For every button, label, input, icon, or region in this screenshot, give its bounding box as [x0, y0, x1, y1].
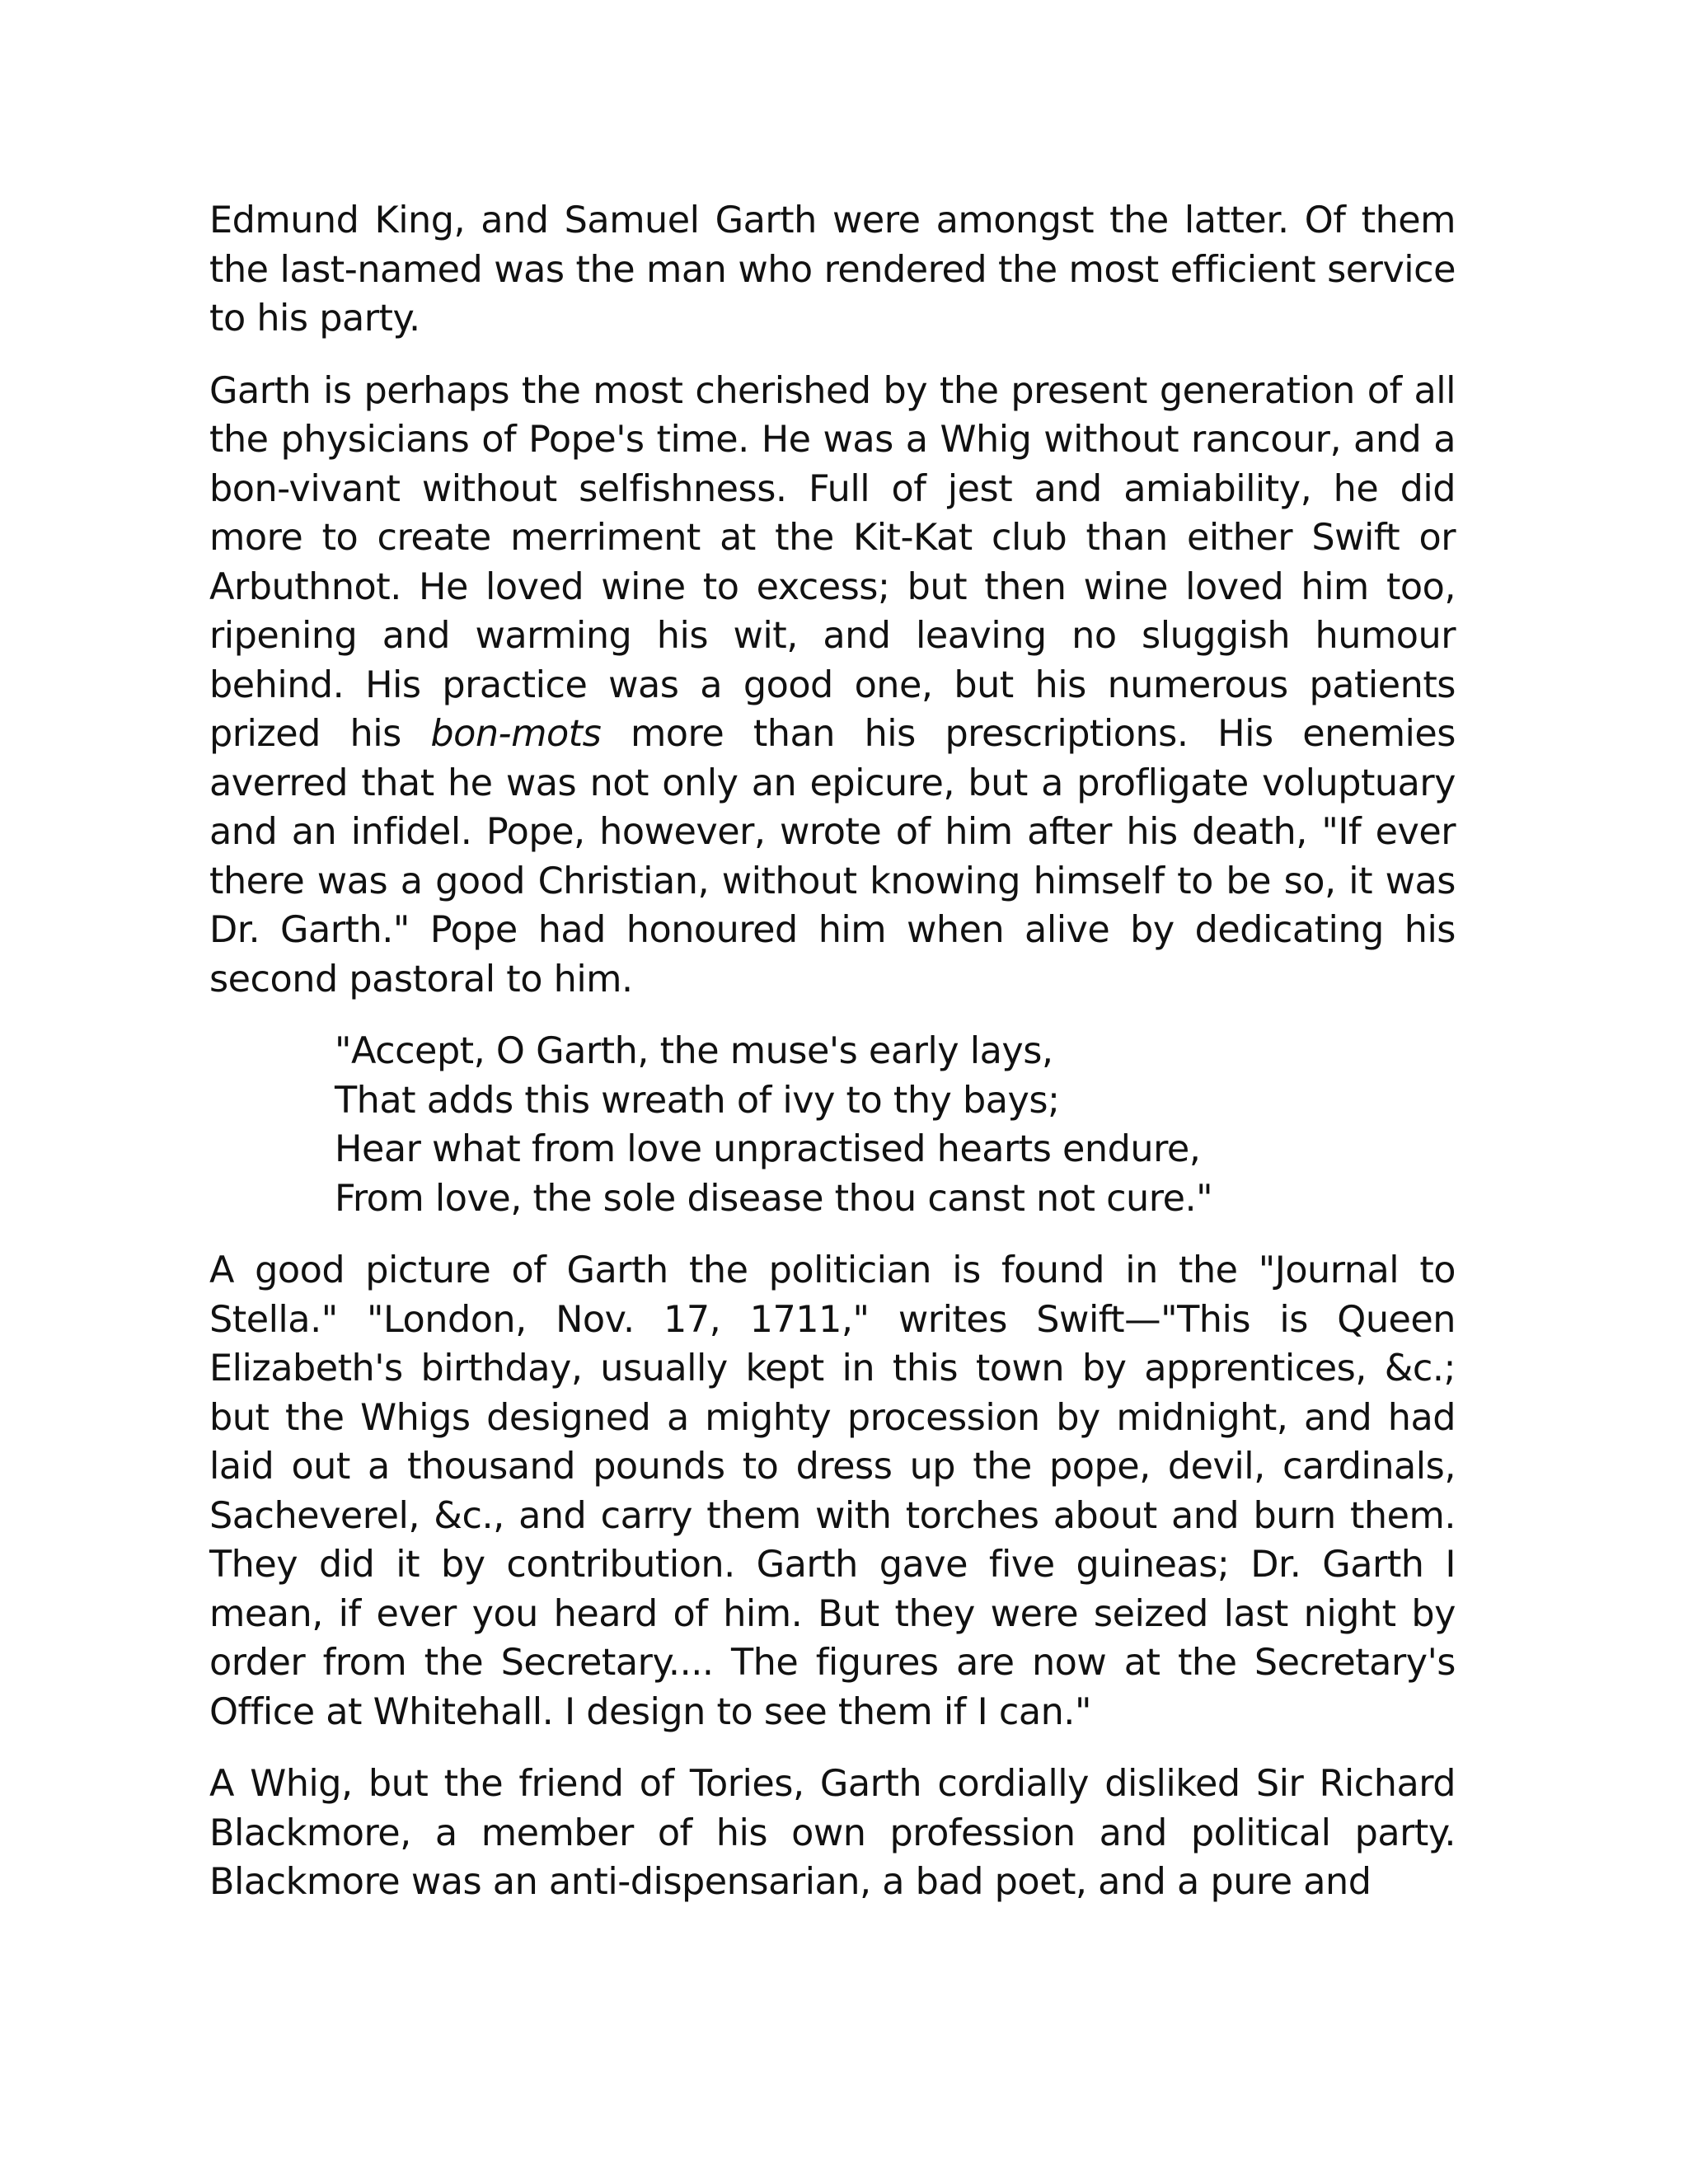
verse-line: Hear what from love unpractised hearts endure,: [335, 1128, 1201, 1170]
verse-quotation: [335, 1027, 1456, 1223]
verse-line: That adds this wreath of ivy to thy bays;: [335, 1079, 1060, 1122]
paragraph-text: Garth is perhaps the most cherished by the present generation of all the physicians of Pope's time. He was a Whig without rancour, and a bon-vivant without selfishness. Full of jest and amiability, he did more to create merriment at the Kit-Kat club than either Swift or Arbuthnot. He loved wine to excess; but then wine loved him too, ripening and warming his wit, and leaving no sluggish humour behind. His practice was a good one, but his numerous patients prized his: [209, 369, 1456, 755]
verse-line: From love, the sole disease thou canst not cure.": [335, 1177, 1213, 1220]
italic-phrase: bon-mots: [430, 713, 602, 755]
paragraph: A good picture of Garth the politician is found in the "Journal to Stella." "London, Nov. 17, 1711," writes Swift—"This is Queen Elizabeth's birthday, usually kept in this town by apprentices, &c.; but the Whigs designed a mighty procession by midnight, and had laid out a thousand pounds to dress up the pope, devil, cardinals, Sacheverel, &c., and carry them with torches about and burn them. They did it by contribution. Garth gave five guineas; Dr. Garth I mean, if ever you heard of him. But they were seized last night by order from the Secretary.... The figures are now at the Secretary's Office at Whitehall. I design to see them if I can.": [209, 1249, 1456, 1733]
paragraph: Edmund King, and Samuel Garth were amongst the latter. Of them the last-named was the man who rendered the most efficient service to his party.: [209, 199, 1456, 340]
paragraph: [209, 367, 1456, 1005]
verse-line: "Accept, O Garth, the muse's early lays,: [335, 1030, 1053, 1072]
paragraph-text: more than his prescriptions. His enemies averred that he was not only an epicure, but a profligate voluptuary and an infidel. Pope, however, wrote of him after his death, "If ever there was a good Christian, without knowing himself to be so, it was Dr. Garth." Pope had honoured him when alive by dedicating his second pastoral to him.: [209, 713, 1456, 1001]
paragraph: A Whig, but the friend of Tories, Garth cordially disliked Sir Richard Blackmore, a member of his own profession and political party. Blackmore was an anti-dispensarian, a bad poet, and a pure and: [209, 1763, 1456, 1903]
book-page: [209, 196, 1456, 1930]
